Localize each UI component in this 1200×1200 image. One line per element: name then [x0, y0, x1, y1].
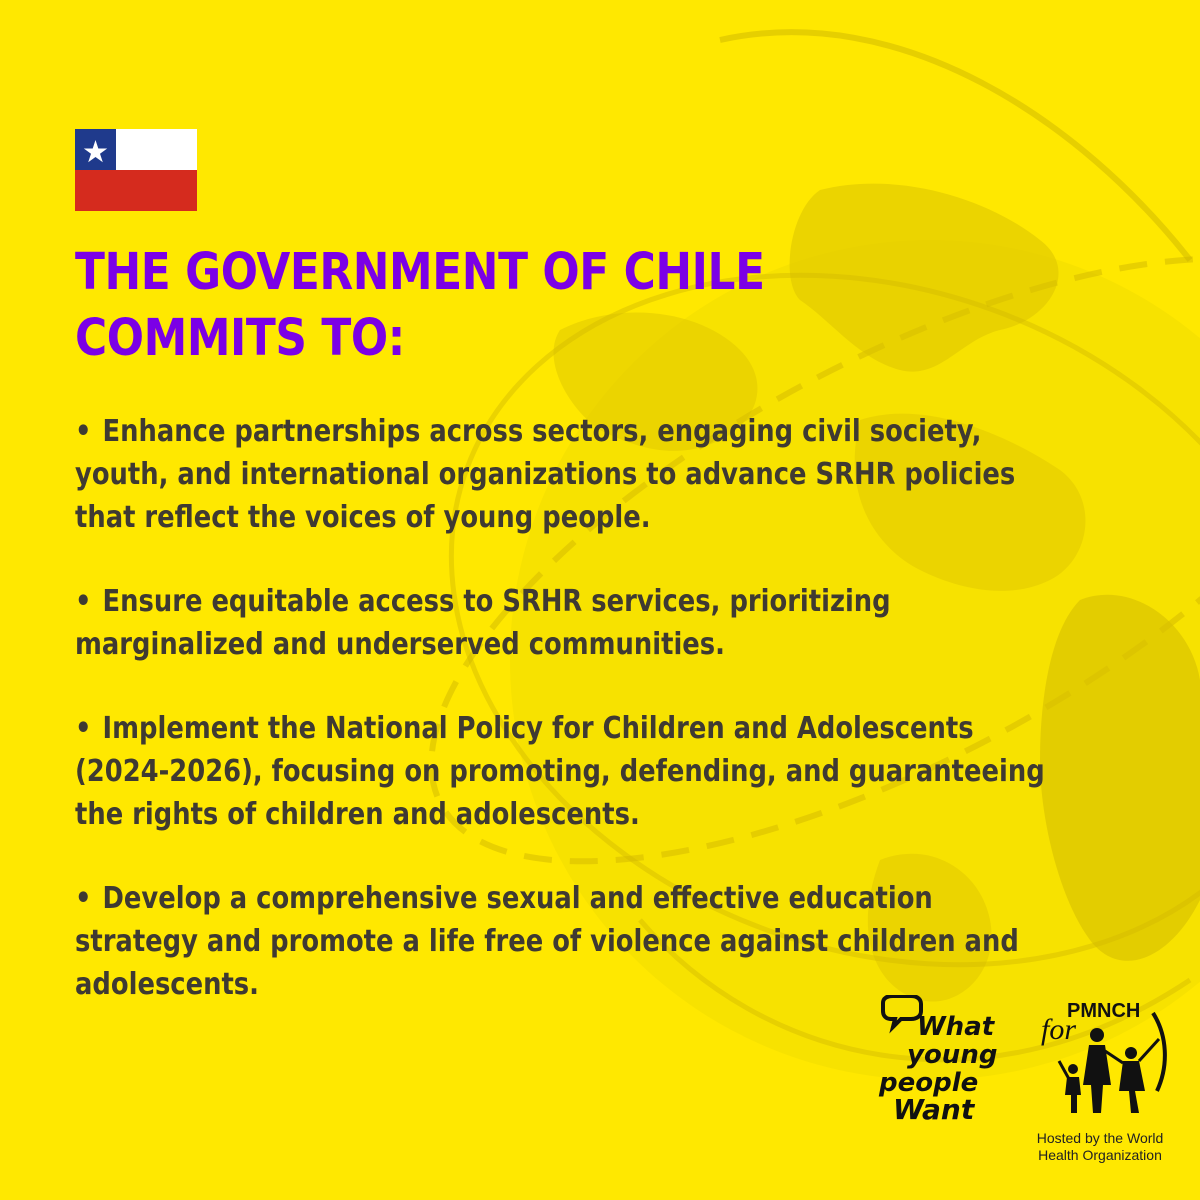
list-item-text: Ensure equitable access to SRHR services, prioritizing marginalized and underserved communities. [75, 584, 891, 662]
hosted-by-text [1020, 1130, 1180, 1164]
ywyp-word-4: Want [893, 1093, 975, 1125]
page-title [75, 240, 849, 372]
pmnch-logo [1035, 995, 1170, 1125]
list-item [75, 707, 1064, 836]
list-item-text: Implement the National Policy for Children and Adolescents (2024-2026), focusing on promoting, defending, and guaranteeing the rights of children and adolescents. [75, 711, 1045, 832]
what-young-people-want-logo [877, 995, 1022, 1125]
list-item [75, 877, 1064, 1006]
pmnch-for-text: for [1041, 1013, 1077, 1046]
commitments-list [75, 410, 1064, 1047]
chile-flag-icon [75, 129, 197, 211]
ywyp-word-2: young [907, 1040, 998, 1070]
pmnch-name-text: PMNCH [1067, 1000, 1141, 1022]
list-item [75, 410, 1064, 539]
title-line-1: THE GOVERNMENT OF CHILE [75, 243, 765, 302]
title-line-2: COMMITS TO: [75, 309, 405, 368]
bullet-marker: • [75, 711, 92, 746]
list-item-text: Develop a comprehensive sexual and effective education strategy and promote a life free of violence against children and adolescents. [75, 881, 1019, 1002]
ywyp-word-3: people [879, 1068, 979, 1098]
bullet-marker: • [75, 881, 92, 916]
ywyp-word-1: What [917, 1012, 995, 1042]
list-item [75, 580, 1064, 666]
bullet-marker: • [75, 584, 92, 619]
bullet-marker: • [75, 414, 92, 449]
hosted-line-2: Health Organization [1038, 1147, 1162, 1163]
list-item-text: Enhance partnerships across sectors, engaging civil society, youth, and international organizations to advance SRHR policies that reflect the voices of young people. [75, 414, 1016, 535]
hosted-line-1: Hosted by the World [1036, 1130, 1164, 1146]
